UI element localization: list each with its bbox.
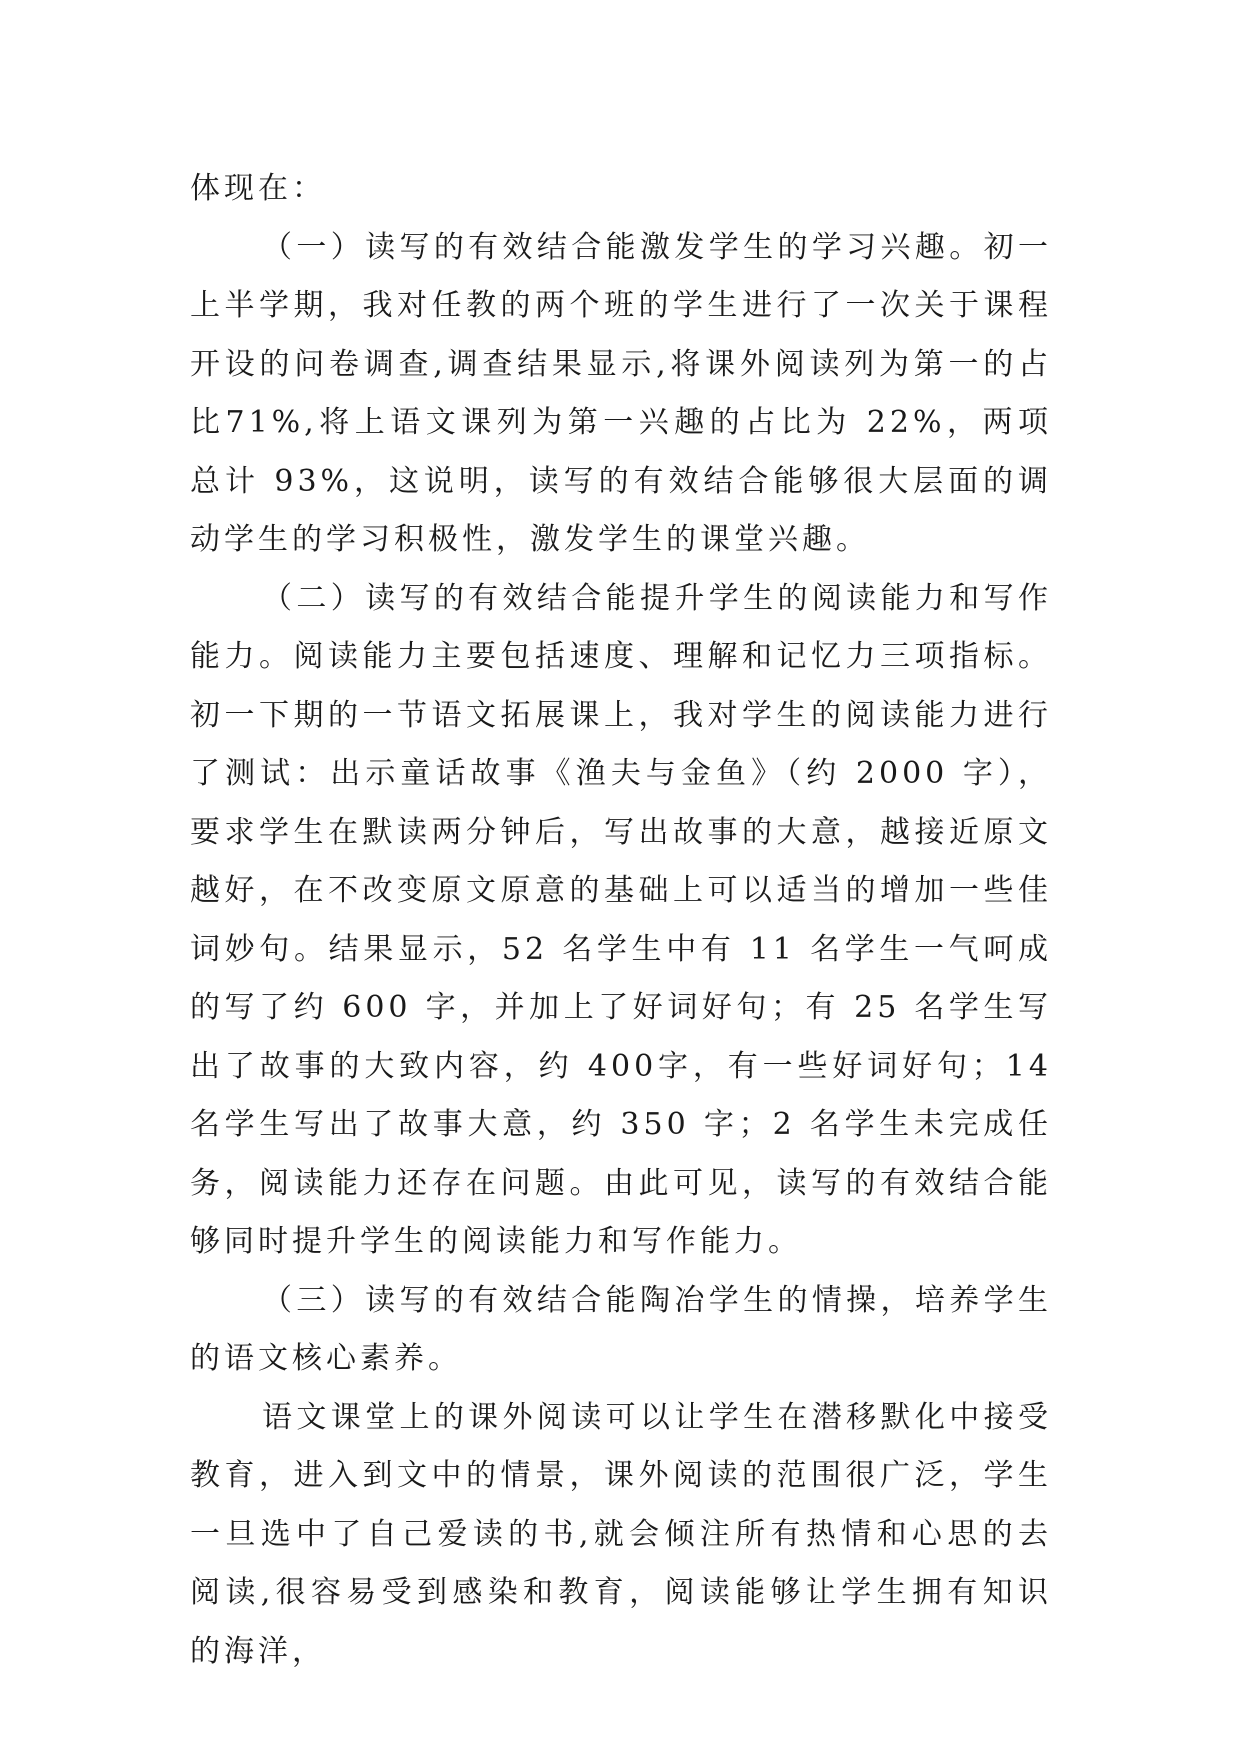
paragraph-body: 语文课堂上的课外阅读可以让学生在潜移默化中接受教育，进入到文中的情景，课外阅读的范围很广泛，学生一旦选中了自己爱读的书,就会倾注所有热情和心思的去阅读,很容易受到感染和教育，阅读能够让学生拥有知识的海洋， — [190, 1399, 1052, 1669]
paragraph-section-three: （三）读写的有效结合能陶冶学生的情操，培养学生的语文核心素养。 — [190, 1282, 1052, 1376]
document-page — [190, 160, 1052, 1681]
paragraph-section-one: （一）读写的有效结合能激发学生的学习兴趣。初一上半学期，我对任教的两个班的学生进行了一次关于课程开设的问卷调查,调查结果显示,将课外阅读列为第一的占比71%,将上语文课列为第一兴趣的占比为 22%，两项总计 93%，这说明，读写的有效结合能够很大层面的调动学生的学习积极性，激发学生的课堂兴趣。 — [190, 229, 1052, 557]
paragraph-section-two: （二）读写的有效结合能提升学生的阅读能力和写作能力。阅读能力主要包括速度、理解和记忆力三项指标。初一下期的一节语文拓展课上，我对学生的阅读能力进行了测试：出示童话故事《渔夫与金鱼》（约 2000 字），要求学生在默读两分钟后，写出故事的大意，越接近原文越好，在不改变原文原意的基础上可以适当的增加一些佳词妙句。结果显示，52 名学生中有 11 名学生一气呵成的写了约 600 字，并加上了好词好句；有 25 名学生写出了故事的大致内容，约 400字，有一些好词好句；14 名学生写出了故事大意，约 350 字；2 名学生未完成任务，阅读能力还存在问题。由此可见，读写的有效结合能够同时提升学生的阅读能力和写作能力。 — [190, 580, 1052, 1259]
paragraph-intro: 体现在： — [190, 171, 326, 206]
